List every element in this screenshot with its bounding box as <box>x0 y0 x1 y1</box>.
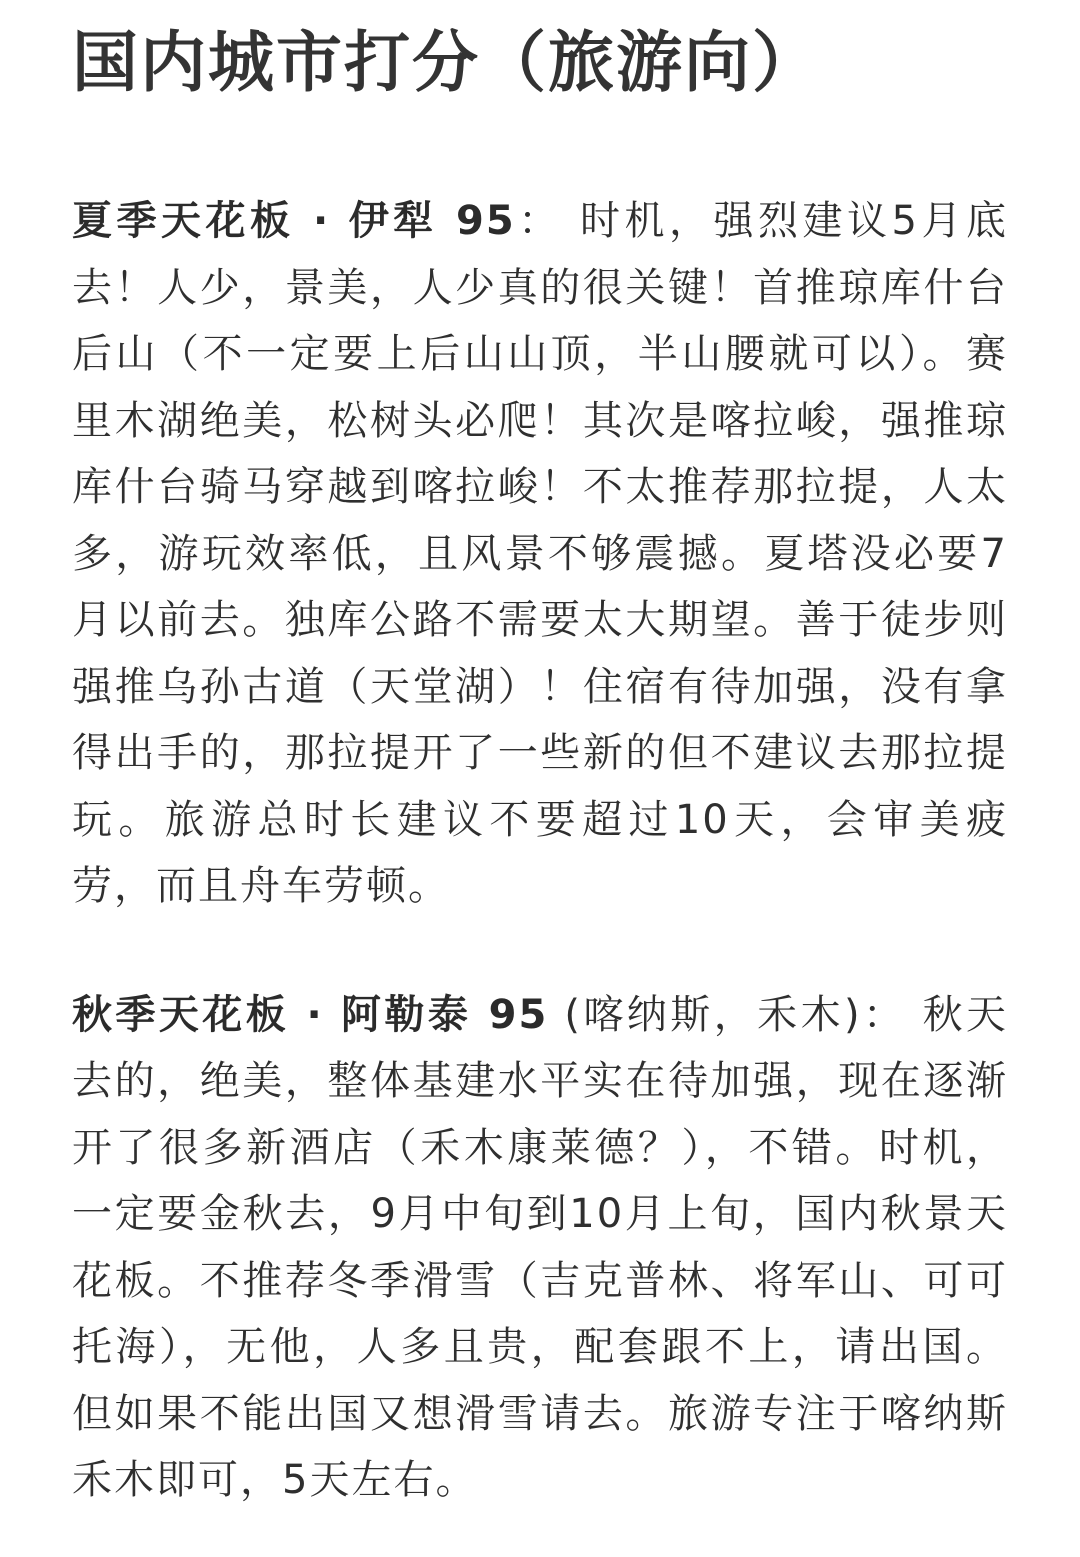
section-body: ： 时机，强烈建议5月底去！人少，景美，人少真的很关键！首推琼库什台后山（不一定要上后山山顶，半山腰就可以）。赛里木湖绝美，松树头必爬！其次是喀拉峻，强推琼库什台骑马穿越到喀拉峻！不太推荐那拉提，人太多，游玩效率低，且风景不够震撼。夏塔没必要7月以前去。独库公路不需要太大期望。善于徒步则强推乌孙古道（天堂湖）！住宿有待加强，没有拿得出手的，那拉提开了一些新的但不建议去那拉提玩。旅游总时长建议不要超过10天，会审美疲劳，而且舟车劳顿。 <box>72 198 1009 909</box>
page-title: 国内城市打分（旅游向） <box>72 24 820 101</box>
section-autumn-altay <box>72 982 1008 1514</box>
section-summer-yili <box>72 188 1008 920</box>
section-heading: 夏季天花板 · 伊犁 95 <box>72 198 516 244</box>
section-heading: 秋季天花板 · 阿勒泰 95 <box>72 991 549 1038</box>
section-body: (喀纳斯，禾木)： 秋天去的，绝美，整体基建水平实在待加强，现在逐渐开了很多新酒店（禾木康莱德？），不错。时机，一定要金秋去，9月中旬到10月上旬，国内秋景天花板。不推荐冬季滑雪（吉克普林、将军山、可可托海），无他，人多且贵，配套跟不上，请出国。但如果不能出国又想滑雪请去。旅游专注于喀纳斯禾木即可，5天左右。 <box>72 991 1009 1503</box>
